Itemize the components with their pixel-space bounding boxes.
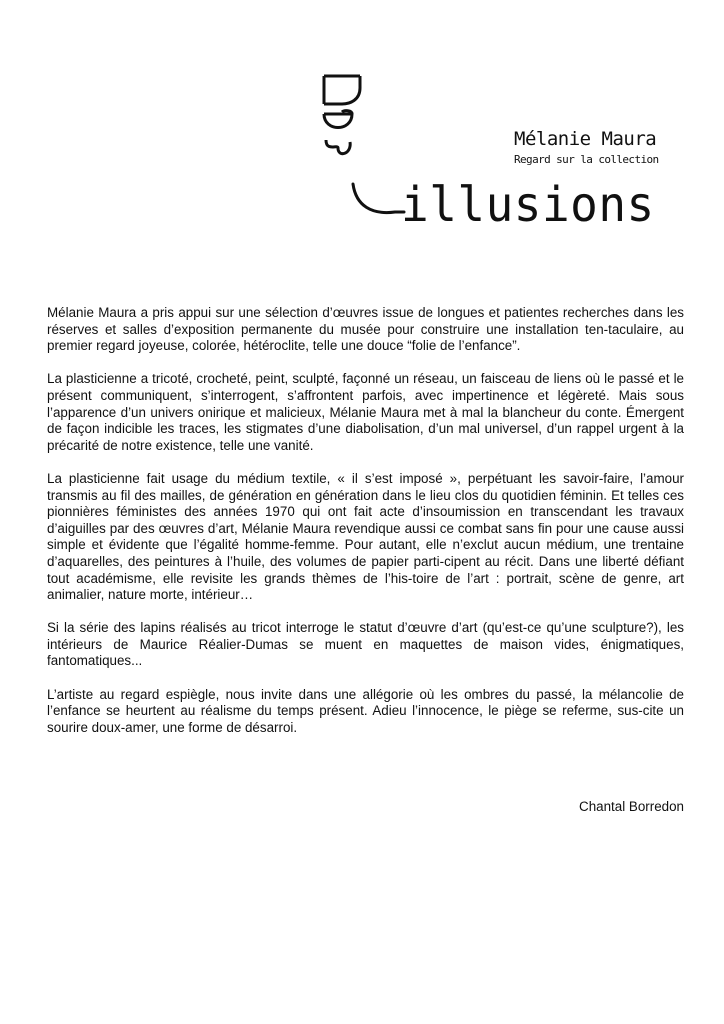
paragraph: L’artiste au regard espiègle, nous invite dans une allégorie où les ombres du passé, la mélancolie de l’enfance se heurtent au réalisme du temps présent. Adieu l’innocence, le piège se referme, sus-cite un sourire doux-amer, une forme de désarroi. bbox=[47, 686, 684, 735]
author-subtitle: Regard sur la collection bbox=[514, 153, 659, 166]
paragraph: La plasticienne fait usage du médium textile, « il s’est imposé », perpétuant les savoir-faire, l’amour transmis au fil des mailles, de génération en génération dans le lieu clos du quotidien féminin. Et telles ces pionnières féministes des années 1970 qui ont fait acte d’insoumission en transcendant les travaux d’aiguilles par des œuvres d’art, Mélanie Maura revendique aussi ce combat sans fin pour une cause aussi simple et évidente que l’égalité homme-femme. Pour autant, elle n’exclut aucun médium, une trentaine d’aquarelles, des peintures à l’huile, des volumes de papier parti-cipent au récit. Dans une liberté défiant tout académisme, elle revisite les grands thèmes de l’his-toire de l’art : portrait, scène de genre, art animalier, nature morte, intérieur… bbox=[47, 470, 684, 603]
author-name: Mélanie Maura bbox=[514, 128, 657, 150]
paragraph: Si la série des lapins réalisés au tricot interroge le statut d’œuvre d’art (qu’est-ce qu’une sculpture?), les intérieurs de Maurice Réalier-Dumas se muent en maquettes de maison vides, énigmatiques, fantomatiques... bbox=[47, 620, 684, 669]
logo-des bbox=[306, 74, 376, 182]
paragraph: Mélanie Maura a pris appui sur une sélection d’œuvres issue de longues et patientes recherches dans les réserves et salles d’exposition permanente du musée pour construire une installation ten-taculaire, au premier regard joyeuse, colorée, hétéroclite, telle une douce “folie de l’enfance”. bbox=[47, 305, 684, 354]
paragraph: La plasticienne a tricoté, crocheté, peint, sculpté, façonné un réseau, un faisceau de liens où le passé et le présent communiquent, s’interrogent, s’affrontent parfois, avec impertinence et légèreté. Mais sous l’apparence d’un univers onirique et malicieux, Mélanie Maura met à mal la blancheur du conte. Émergent de façon indicible les traces, les stigmates d’une diabolisation, d’un mal universel, d’un rappel urgent à la précarité de notre existence, telle une vanité. bbox=[47, 371, 684, 453]
logo-illusions: illusions bbox=[401, 175, 655, 233]
logo-des-graphic bbox=[306, 74, 376, 186]
article-body bbox=[47, 305, 684, 753]
signature: Chantal Borredon bbox=[579, 799, 684, 814]
